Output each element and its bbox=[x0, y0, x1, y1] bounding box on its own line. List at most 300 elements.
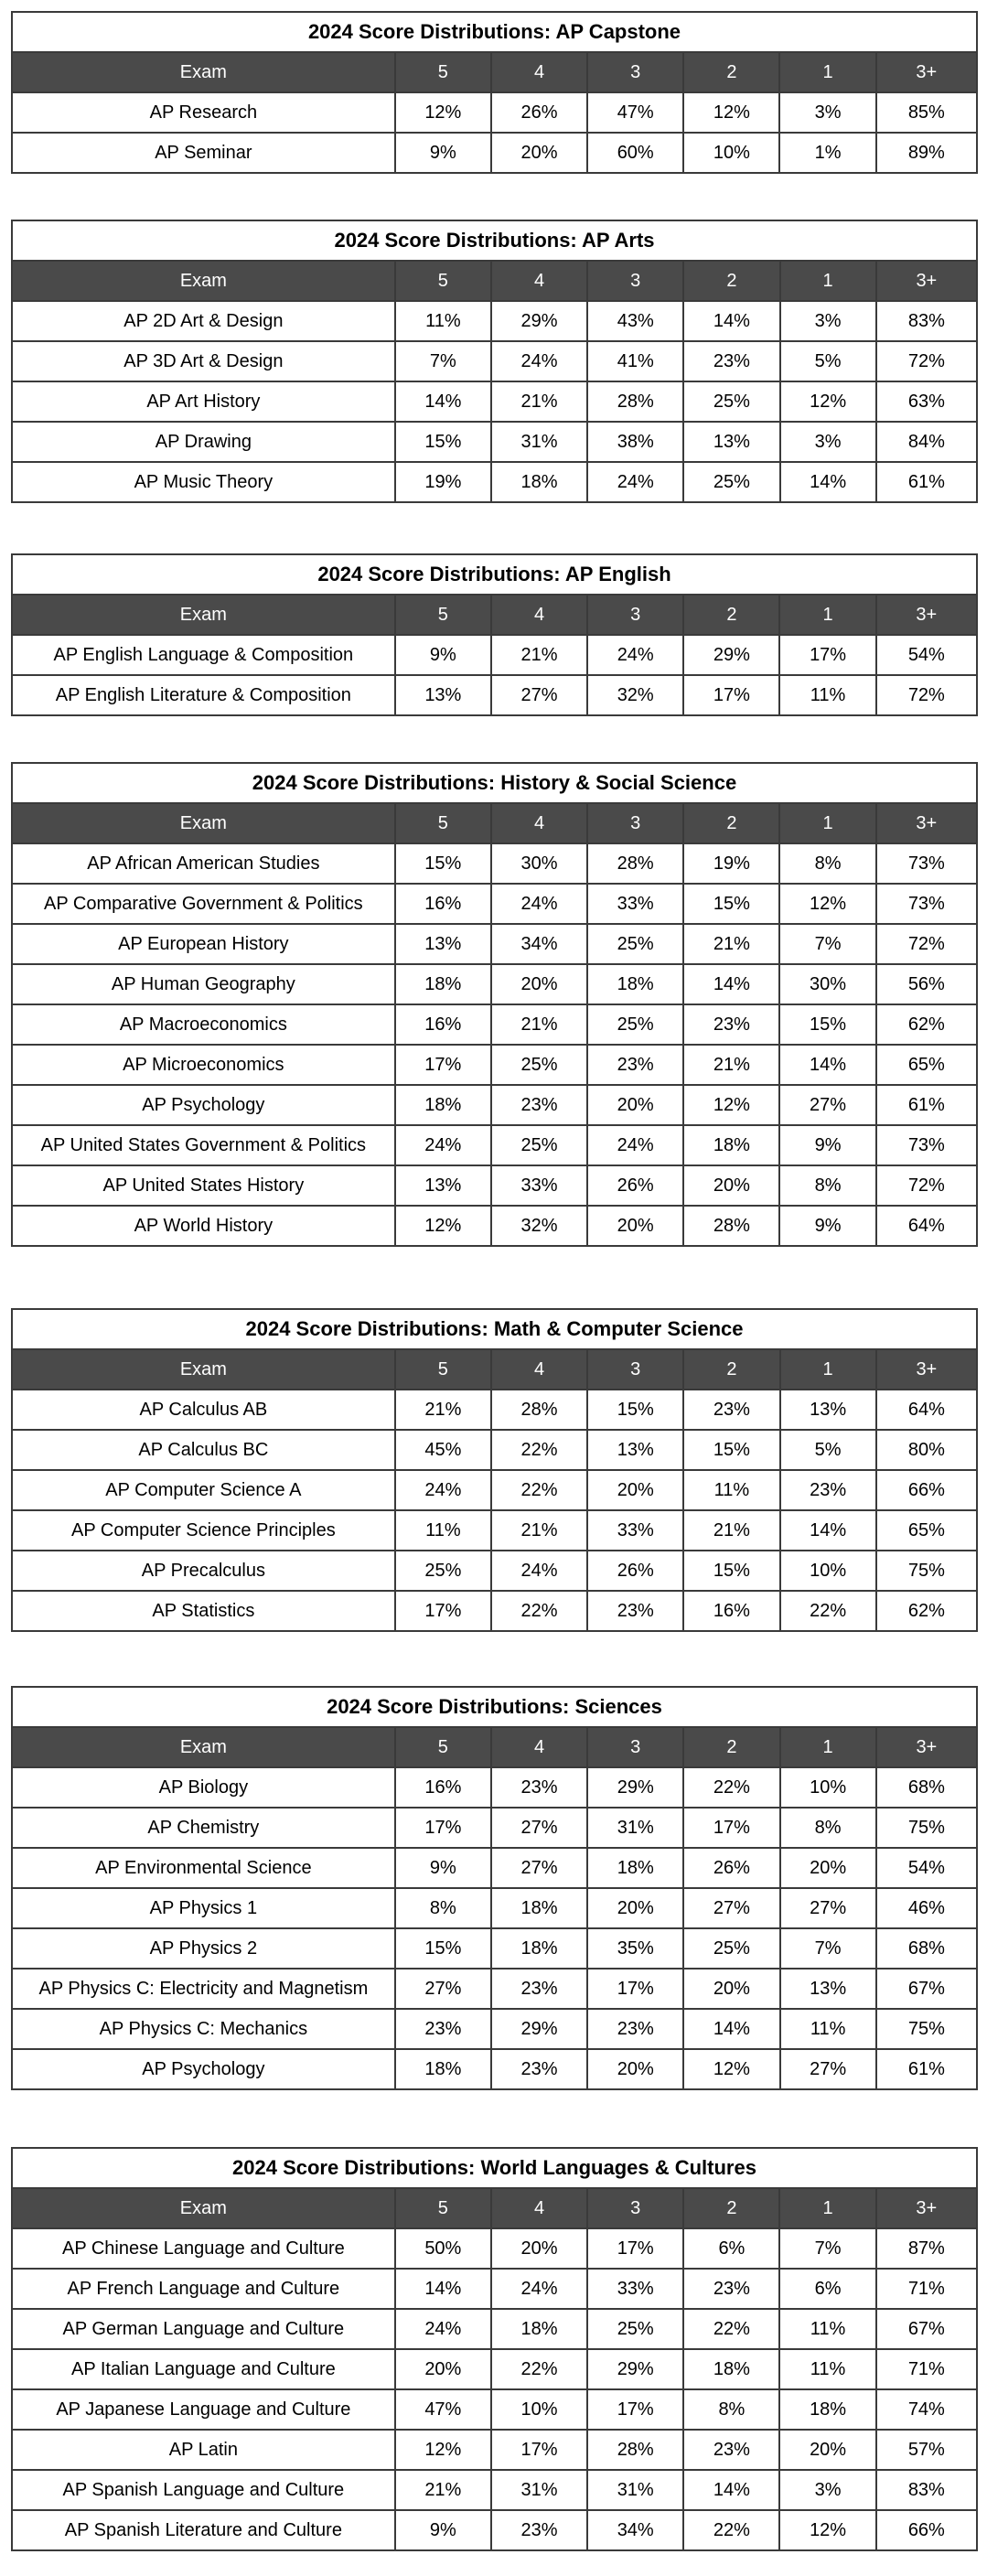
score-percent-cell: 18% bbox=[491, 1928, 587, 1969]
column-header-score: 1 bbox=[779, 52, 875, 92]
score-percent-cell: 23% bbox=[683, 1390, 779, 1430]
table-row bbox=[12, 2470, 977, 2510]
column-header-score: 3 bbox=[587, 261, 683, 301]
exam-name-cell: AP Computer Science Principles bbox=[12, 1510, 395, 1551]
score-percent-cell: 18% bbox=[491, 2309, 587, 2349]
score-percent-cell: 20% bbox=[587, 1085, 683, 1125]
score-percent-cell: 22% bbox=[683, 2309, 779, 2349]
score-percent-cell: 57% bbox=[876, 2430, 977, 2470]
exam-name-cell: AP Latin bbox=[12, 2430, 395, 2470]
score-percent-cell: 47% bbox=[587, 92, 683, 133]
score-percent-cell: 9% bbox=[779, 1206, 875, 1246]
score-percent-cell: 17% bbox=[395, 1591, 491, 1631]
table-row bbox=[12, 1125, 977, 1165]
score-percent-cell: 61% bbox=[876, 1085, 977, 1125]
score-percent-cell: 34% bbox=[587, 2510, 683, 2550]
score-percent-cell: 29% bbox=[491, 2009, 587, 2049]
score-percent-cell: 28% bbox=[683, 1206, 779, 1246]
exam-name-cell: AP Precalculus bbox=[12, 1551, 395, 1591]
table-row bbox=[12, 1928, 977, 1969]
score-percent-cell: 22% bbox=[683, 1767, 779, 1808]
score-percent-cell: 25% bbox=[587, 924, 683, 964]
column-header-score: 4 bbox=[491, 595, 587, 635]
exam-name-cell: AP Physics C: Mechanics bbox=[12, 2009, 395, 2049]
table-title-row bbox=[12, 763, 977, 803]
score-percent-cell: 24% bbox=[587, 1125, 683, 1165]
score-percent-cell: 67% bbox=[876, 1969, 977, 2009]
exam-name-cell: AP Microeconomics bbox=[12, 1045, 395, 1085]
score-percent-cell: 27% bbox=[491, 675, 587, 715]
exam-name-cell: AP 2D Art & Design bbox=[12, 301, 395, 341]
score-percent-cell: 15% bbox=[587, 1390, 683, 1430]
table-row bbox=[12, 635, 977, 675]
column-header-row bbox=[12, 803, 977, 843]
score-percent-cell: 66% bbox=[876, 1470, 977, 1510]
score-percent-cell: 23% bbox=[491, 2049, 587, 2089]
score-percent-cell: 18% bbox=[587, 964, 683, 1004]
score-percent-cell: 17% bbox=[779, 635, 875, 675]
score-percent-cell: 17% bbox=[683, 1808, 779, 1848]
score-percent-cell: 72% bbox=[876, 924, 977, 964]
table-row bbox=[12, 964, 977, 1004]
column-header-exam: Exam bbox=[12, 52, 395, 92]
score-percent-cell: 20% bbox=[587, 1206, 683, 1246]
score-percent-cell: 8% bbox=[395, 1888, 491, 1928]
score-percent-cell: 14% bbox=[683, 2470, 779, 2510]
score-percent-cell: 5% bbox=[780, 1430, 876, 1470]
score-percent-cell: 25% bbox=[491, 1125, 587, 1165]
table-row bbox=[12, 2389, 977, 2430]
score-percent-cell: 21% bbox=[683, 1510, 779, 1551]
exam-name-cell: AP Music Theory bbox=[12, 462, 395, 502]
score-percent-cell: 25% bbox=[587, 1004, 683, 1045]
exam-name-cell: AP United States Government & Politics bbox=[12, 1125, 395, 1165]
score-percent-cell: 35% bbox=[587, 1928, 683, 1969]
score-percent-cell: 12% bbox=[683, 92, 779, 133]
table-row bbox=[12, 2430, 977, 2470]
score-percent-cell: 24% bbox=[395, 1470, 491, 1510]
score-percent-cell: 18% bbox=[683, 1125, 779, 1165]
table-title: 2024 Score Distributions: Sciences bbox=[12, 1687, 977, 1727]
score-percent-cell: 17% bbox=[683, 675, 779, 715]
score-percent-cell: 46% bbox=[876, 1888, 977, 1928]
score-percent-cell: 26% bbox=[587, 1551, 683, 1591]
exam-name-cell: AP Japanese Language and Culture bbox=[12, 2389, 395, 2430]
table-row bbox=[12, 462, 977, 502]
exam-name-cell: AP 3D Art & Design bbox=[12, 341, 395, 381]
score-percent-cell: 25% bbox=[683, 1928, 779, 1969]
score-percent-cell: 21% bbox=[491, 1510, 587, 1551]
exam-name-cell: AP Physics 1 bbox=[12, 1888, 395, 1928]
score-percent-cell: 47% bbox=[395, 2389, 491, 2430]
exam-name-cell: AP German Language and Culture bbox=[12, 2309, 395, 2349]
score-percent-cell: 5% bbox=[780, 341, 876, 381]
column-header-score: 5 bbox=[395, 803, 491, 843]
score-percent-cell: 18% bbox=[779, 2389, 875, 2430]
score-percent-cell: 7% bbox=[779, 2228, 875, 2269]
score-percent-cell: 15% bbox=[683, 1551, 779, 1591]
score-percent-cell: 25% bbox=[491, 1045, 587, 1085]
score-percent-cell: 9% bbox=[779, 1125, 875, 1165]
score-percent-cell: 23% bbox=[780, 1470, 876, 1510]
score-percent-cell: 64% bbox=[876, 1390, 977, 1430]
score-percent-cell: 6% bbox=[683, 2228, 779, 2269]
column-header-score: 5 bbox=[395, 595, 491, 635]
score-percent-cell: 31% bbox=[587, 2470, 683, 2510]
score-percent-cell: 3% bbox=[780, 301, 876, 341]
score-percent-cell: 10% bbox=[683, 133, 779, 173]
score-percent-cell: 33% bbox=[491, 1165, 587, 1206]
table-row bbox=[12, 1591, 977, 1631]
column-header-exam: Exam bbox=[12, 1349, 395, 1390]
score-percent-cell: 13% bbox=[587, 1430, 683, 1470]
table-row bbox=[12, 1767, 977, 1808]
score-percent-cell: 14% bbox=[683, 2009, 779, 2049]
score-percent-cell: 62% bbox=[876, 1004, 977, 1045]
score-percent-cell: 23% bbox=[491, 1969, 587, 2009]
score-percent-cell: 10% bbox=[491, 2389, 587, 2430]
column-header-row bbox=[12, 1727, 977, 1767]
exam-name-cell: AP Physics 2 bbox=[12, 1928, 395, 1969]
score-percent-cell: 12% bbox=[395, 2430, 491, 2470]
score-percent-cell: 26% bbox=[491, 92, 587, 133]
table-row bbox=[12, 1004, 977, 1045]
exam-name-cell: AP World History bbox=[12, 1206, 395, 1246]
table-title-row bbox=[12, 220, 977, 261]
score-percent-cell: 54% bbox=[876, 1848, 977, 1888]
score-percent-cell: 25% bbox=[587, 2309, 683, 2349]
table-title: 2024 Score Distributions: AP Arts bbox=[12, 220, 977, 261]
table-row bbox=[12, 381, 977, 422]
column-header-score: 4 bbox=[491, 1349, 587, 1390]
score-percent-cell: 15% bbox=[779, 1004, 875, 1045]
column-header-score: 2 bbox=[683, 52, 779, 92]
score-percent-cell: 29% bbox=[491, 301, 587, 341]
score-percent-cell: 3% bbox=[779, 92, 875, 133]
score-percent-cell: 14% bbox=[395, 381, 491, 422]
score-percent-cell: 24% bbox=[491, 1551, 587, 1591]
column-header-score: 1 bbox=[780, 1349, 876, 1390]
exam-name-cell: AP Italian Language and Culture bbox=[12, 2349, 395, 2389]
score-table bbox=[11, 553, 978, 716]
score-percent-cell: 20% bbox=[779, 2430, 875, 2470]
score-percent-cell: 65% bbox=[876, 1045, 977, 1085]
score-percent-cell: 22% bbox=[683, 2510, 779, 2550]
score-percent-cell: 21% bbox=[491, 381, 587, 422]
score-percent-cell: 20% bbox=[683, 1969, 779, 2009]
score-percent-cell: 18% bbox=[491, 462, 587, 502]
score-percent-cell: 30% bbox=[779, 964, 875, 1004]
exam-name-cell: AP French Language and Culture bbox=[12, 2269, 395, 2309]
table-row bbox=[12, 2049, 977, 2089]
score-percent-cell: 54% bbox=[876, 635, 977, 675]
table-row bbox=[12, 133, 977, 173]
score-percent-cell: 20% bbox=[587, 1470, 683, 1510]
score-percent-cell: 24% bbox=[587, 462, 683, 502]
table-row bbox=[12, 2009, 977, 2049]
score-percent-cell: 8% bbox=[780, 1808, 876, 1848]
exam-name-cell: AP Art History bbox=[12, 381, 395, 422]
score-percent-cell: 26% bbox=[683, 1848, 779, 1888]
score-percent-cell: 23% bbox=[683, 1004, 779, 1045]
score-percent-cell: 12% bbox=[779, 884, 875, 924]
column-header-score: 5 bbox=[395, 52, 491, 92]
score-percent-cell: 15% bbox=[395, 843, 491, 884]
column-header-score: 3+ bbox=[876, 1349, 977, 1390]
score-percent-cell: 3% bbox=[779, 2470, 875, 2510]
table-title-row bbox=[12, 554, 977, 595]
exam-name-cell: AP European History bbox=[12, 924, 395, 964]
score-percent-cell: 21% bbox=[683, 924, 779, 964]
score-percent-cell: 16% bbox=[395, 884, 491, 924]
column-header-score: 1 bbox=[780, 1727, 876, 1767]
table-row bbox=[12, 1430, 977, 1470]
table-row bbox=[12, 1045, 977, 1085]
exam-name-cell: AP Calculus BC bbox=[12, 1430, 395, 1470]
score-percent-cell: 20% bbox=[491, 964, 587, 1004]
exam-name-cell: AP African American Studies bbox=[12, 843, 395, 884]
column-header-exam: Exam bbox=[12, 2188, 395, 2228]
score-percent-cell: 14% bbox=[395, 2269, 491, 2309]
table-title-row bbox=[12, 2148, 977, 2188]
score-percent-cell: 18% bbox=[395, 964, 491, 1004]
score-percent-cell: 25% bbox=[683, 462, 779, 502]
exam-name-cell: AP Psychology bbox=[12, 1085, 395, 1125]
table-row bbox=[12, 92, 977, 133]
table-row bbox=[12, 1085, 977, 1125]
score-percent-cell: 64% bbox=[876, 1206, 977, 1246]
score-percent-cell: 9% bbox=[395, 133, 491, 173]
score-percent-cell: 15% bbox=[683, 1430, 779, 1470]
column-header-score: 3+ bbox=[876, 261, 977, 301]
score-percent-cell: 83% bbox=[876, 2470, 977, 2510]
score-percent-cell: 34% bbox=[491, 924, 587, 964]
score-table bbox=[11, 1308, 978, 1632]
score-percent-cell: 23% bbox=[395, 2009, 491, 2049]
table-row bbox=[12, 2510, 977, 2550]
score-percent-cell: 13% bbox=[395, 1165, 491, 1206]
score-percent-cell: 60% bbox=[587, 133, 683, 173]
column-header-score: 2 bbox=[683, 261, 779, 301]
score-percent-cell: 30% bbox=[491, 843, 587, 884]
score-percent-cell: 28% bbox=[491, 1390, 587, 1430]
score-percent-cell: 7% bbox=[395, 341, 491, 381]
score-percent-cell: 23% bbox=[587, 2009, 683, 2049]
exam-name-cell: AP Chinese Language and Culture bbox=[12, 2228, 395, 2269]
column-header-score: 1 bbox=[779, 595, 875, 635]
score-percent-cell: 11% bbox=[683, 1470, 779, 1510]
column-header-exam: Exam bbox=[12, 261, 395, 301]
exam-name-cell: AP Statistics bbox=[12, 1591, 395, 1631]
score-percent-cell: 85% bbox=[876, 92, 977, 133]
exam-name-cell: AP Environmental Science bbox=[12, 1848, 395, 1888]
table-row bbox=[12, 2349, 977, 2389]
score-percent-cell: 72% bbox=[876, 675, 977, 715]
score-percent-cell: 29% bbox=[683, 635, 779, 675]
table-row bbox=[12, 884, 977, 924]
table-title-row bbox=[12, 1309, 977, 1349]
score-percent-cell: 12% bbox=[780, 381, 876, 422]
score-percent-cell: 13% bbox=[780, 1390, 876, 1430]
table-row bbox=[12, 1808, 977, 1848]
column-header-score: 3 bbox=[587, 595, 683, 635]
score-percent-cell: 87% bbox=[876, 2228, 977, 2269]
exam-name-cell: AP English Literature & Composition bbox=[12, 675, 395, 715]
score-percent-cell: 22% bbox=[491, 2349, 587, 2389]
score-percent-cell: 21% bbox=[395, 1390, 491, 1430]
column-header-score: 5 bbox=[395, 261, 491, 301]
score-percent-cell: 24% bbox=[491, 341, 587, 381]
score-percent-cell: 13% bbox=[683, 422, 779, 462]
score-percent-cell: 28% bbox=[587, 381, 683, 422]
table-row bbox=[12, 843, 977, 884]
score-percent-cell: 17% bbox=[395, 1045, 491, 1085]
score-percent-cell: 6% bbox=[779, 2269, 875, 2309]
score-percent-cell: 20% bbox=[780, 1848, 876, 1888]
score-percent-cell: 75% bbox=[876, 2009, 977, 2049]
column-header-score: 1 bbox=[779, 2188, 875, 2228]
score-percent-cell: 32% bbox=[491, 1206, 587, 1246]
exam-name-cell: AP Physics C: Electricity and Magnetism bbox=[12, 1969, 395, 2009]
score-percent-cell: 33% bbox=[587, 2269, 683, 2309]
score-percent-cell: 19% bbox=[683, 843, 779, 884]
score-percent-cell: 1% bbox=[779, 133, 875, 173]
column-header-exam: Exam bbox=[12, 1727, 395, 1767]
score-percent-cell: 72% bbox=[876, 341, 977, 381]
score-percent-cell: 50% bbox=[395, 2228, 491, 2269]
score-percent-cell: 61% bbox=[876, 2049, 977, 2089]
table-row bbox=[12, 301, 977, 341]
score-percent-cell: 18% bbox=[395, 2049, 491, 2089]
score-percent-cell: 24% bbox=[491, 2269, 587, 2309]
column-header-score: 3 bbox=[587, 1349, 683, 1390]
exam-name-cell: AP Drawing bbox=[12, 422, 395, 462]
score-percent-cell: 14% bbox=[683, 964, 779, 1004]
score-percent-cell: 17% bbox=[587, 1969, 683, 2009]
column-header-score: 2 bbox=[683, 803, 779, 843]
score-percent-cell: 16% bbox=[683, 1591, 779, 1631]
table-row bbox=[12, 1848, 977, 1888]
table-row bbox=[12, 1551, 977, 1591]
exam-name-cell: AP Seminar bbox=[12, 133, 395, 173]
column-header-score: 2 bbox=[683, 1349, 779, 1390]
table-row bbox=[12, 1206, 977, 1246]
score-percent-cell: 15% bbox=[395, 1928, 491, 1969]
score-percent-cell: 23% bbox=[587, 1045, 683, 1085]
exam-name-cell: AP Comparative Government & Politics bbox=[12, 884, 395, 924]
score-percent-cell: 11% bbox=[395, 301, 491, 341]
score-percent-cell: 14% bbox=[779, 1045, 875, 1085]
table-title: 2024 Score Distributions: History & Social Science bbox=[12, 763, 977, 803]
score-percent-cell: 63% bbox=[876, 381, 977, 422]
column-header-score: 5 bbox=[395, 2188, 491, 2228]
score-percent-cell: 12% bbox=[683, 1085, 779, 1125]
score-percent-cell: 16% bbox=[395, 1004, 491, 1045]
score-percent-cell: 12% bbox=[395, 92, 491, 133]
score-percent-cell: 66% bbox=[876, 2510, 977, 2550]
score-percent-cell: 15% bbox=[395, 422, 491, 462]
score-percent-cell: 17% bbox=[491, 2430, 587, 2470]
table-title-row bbox=[12, 1687, 977, 1727]
score-percent-cell: 75% bbox=[876, 1551, 977, 1591]
score-percent-cell: 67% bbox=[876, 2309, 977, 2349]
table-row bbox=[12, 1390, 977, 1430]
score-percent-cell: 24% bbox=[587, 635, 683, 675]
score-percent-cell: 17% bbox=[395, 1808, 491, 1848]
column-header-score: 5 bbox=[395, 1349, 491, 1390]
exam-name-cell: AP Macroeconomics bbox=[12, 1004, 395, 1045]
table-row bbox=[12, 422, 977, 462]
score-percent-cell: 75% bbox=[876, 1808, 977, 1848]
score-percent-cell: 25% bbox=[395, 1551, 491, 1591]
score-percent-cell: 14% bbox=[780, 462, 876, 502]
score-percent-cell: 16% bbox=[395, 1767, 491, 1808]
score-percent-cell: 27% bbox=[780, 1888, 876, 1928]
score-percent-cell: 28% bbox=[587, 843, 683, 884]
score-percent-cell: 38% bbox=[587, 422, 683, 462]
score-table bbox=[11, 2147, 978, 2551]
exam-name-cell: AP Spanish Literature and Culture bbox=[12, 2510, 395, 2550]
exam-name-cell: AP Human Geography bbox=[12, 964, 395, 1004]
score-percent-cell: 72% bbox=[876, 1165, 977, 1206]
score-percent-cell: 22% bbox=[491, 1470, 587, 1510]
exam-name-cell: AP Chemistry bbox=[12, 1808, 395, 1848]
score-percent-cell: 21% bbox=[683, 1045, 779, 1085]
score-percent-cell: 21% bbox=[491, 635, 587, 675]
column-header-score: 3 bbox=[587, 52, 683, 92]
exam-name-cell: AP Psychology bbox=[12, 2049, 395, 2089]
score-percent-cell: 9% bbox=[395, 1848, 491, 1888]
table-row bbox=[12, 2269, 977, 2309]
score-percent-cell: 20% bbox=[395, 2349, 491, 2389]
exam-name-cell: AP Research bbox=[12, 92, 395, 133]
exam-name-cell: AP Biology bbox=[12, 1767, 395, 1808]
score-percent-cell: 62% bbox=[876, 1591, 977, 1631]
score-percent-cell: 31% bbox=[491, 422, 587, 462]
score-percent-cell: 7% bbox=[780, 1928, 876, 1969]
score-percent-cell: 20% bbox=[491, 133, 587, 173]
column-header-score: 4 bbox=[491, 52, 587, 92]
column-header-score: 2 bbox=[683, 595, 779, 635]
exam-name-cell: AP Computer Science A bbox=[12, 1470, 395, 1510]
score-percent-cell: 23% bbox=[491, 1767, 587, 1808]
score-percent-cell: 29% bbox=[587, 2349, 683, 2389]
score-percent-cell: 61% bbox=[876, 462, 977, 502]
table-row bbox=[12, 2309, 977, 2349]
score-percent-cell: 32% bbox=[587, 675, 683, 715]
column-header-row bbox=[12, 52, 977, 92]
score-percent-cell: 18% bbox=[395, 1085, 491, 1125]
column-header-row bbox=[12, 1349, 977, 1390]
score-percent-cell: 23% bbox=[491, 1085, 587, 1125]
score-percent-cell: 73% bbox=[876, 884, 977, 924]
score-percent-cell: 74% bbox=[876, 2389, 977, 2430]
column-header-score: 2 bbox=[683, 1727, 779, 1767]
score-percent-cell: 13% bbox=[395, 924, 491, 964]
score-percent-cell: 11% bbox=[395, 1510, 491, 1551]
score-percent-cell: 56% bbox=[876, 964, 977, 1004]
score-percent-cell: 13% bbox=[395, 675, 491, 715]
score-percent-cell: 26% bbox=[587, 1165, 683, 1206]
score-percent-cell: 45% bbox=[395, 1430, 491, 1470]
exam-name-cell: AP Spanish Language and Culture bbox=[12, 2470, 395, 2510]
score-percent-cell: 28% bbox=[587, 2430, 683, 2470]
column-header-score: 4 bbox=[491, 1727, 587, 1767]
column-header-score: 3+ bbox=[876, 803, 977, 843]
score-percent-cell: 20% bbox=[491, 2228, 587, 2269]
column-header-score: 3+ bbox=[876, 2188, 977, 2228]
score-percent-cell: 24% bbox=[395, 2309, 491, 2349]
